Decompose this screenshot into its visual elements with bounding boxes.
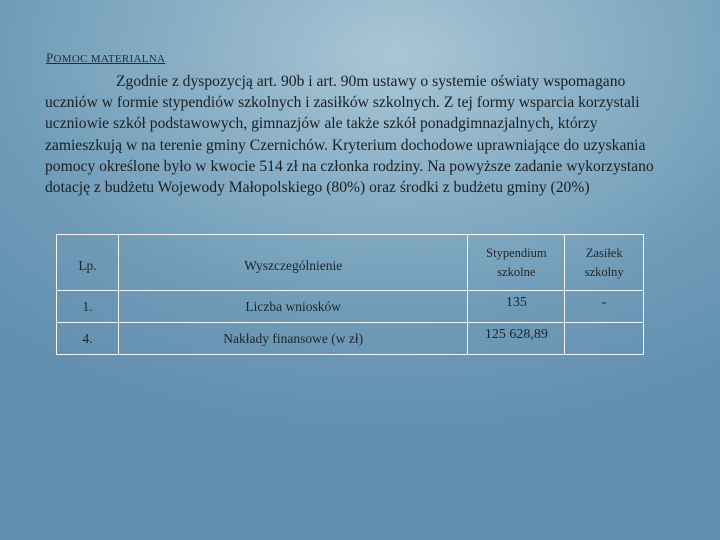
row-item: Nakłady finansowe (w zł)	[119, 323, 468, 355]
header-zasilek	[565, 235, 644, 291]
row-lp: 1.	[57, 291, 119, 323]
slide-title-initial: P	[46, 50, 54, 65]
table-row	[57, 291, 644, 323]
header-item: Wyszczególnienie	[119, 235, 468, 291]
table-header-row	[57, 235, 644, 291]
header-zasilek-line2: szkolny	[584, 264, 624, 279]
slide-title	[46, 50, 165, 66]
row-item: Liczba wniosków	[119, 291, 468, 323]
header-stypendium	[468, 235, 565, 291]
row-lp: 4.	[57, 323, 119, 355]
row-stypendium: 135	[468, 291, 565, 323]
header-stypendium-line2: szkolne	[497, 264, 536, 279]
table-row	[57, 323, 644, 355]
header-stypendium-line1: Stypendium	[486, 245, 547, 260]
body-paragraph	[45, 71, 675, 198]
body-paragraph-text: Zgodnie z dyspozycją art. 90b i art. 90m ustawy o systemie oświaty wspomagano uczniów w formie stypendiów szkolnych i zasiłków szkolnych. Z tej formy wsparcia korzystali uczniowie szkół podstawowych, gimnazjów ale także szkół ponadgimnazjalnych, którzy zamieszkują w na terenie gminy Czernichów. Kryterium dochodowe uprawniające do uzyskania pomocy określone było w kwocie 514 zł na członka rodziny. Na powyższe zadanie wykorzystano dotację z budżetu Wojewody Małopolskiego (80%) oraz środki z budżetu gminy (20%)	[45, 73, 654, 197]
row-stypendium: 125 628,89	[468, 323, 565, 355]
slide-title-rest: OMOC MATERIALNA	[53, 53, 166, 65]
row-zasilek	[565, 323, 644, 355]
aid-table	[56, 234, 644, 355]
header-zasilek-line1: Zasiłek	[585, 245, 623, 260]
row-zasilek: -	[565, 291, 644, 323]
header-lp: Lp.	[57, 235, 119, 291]
